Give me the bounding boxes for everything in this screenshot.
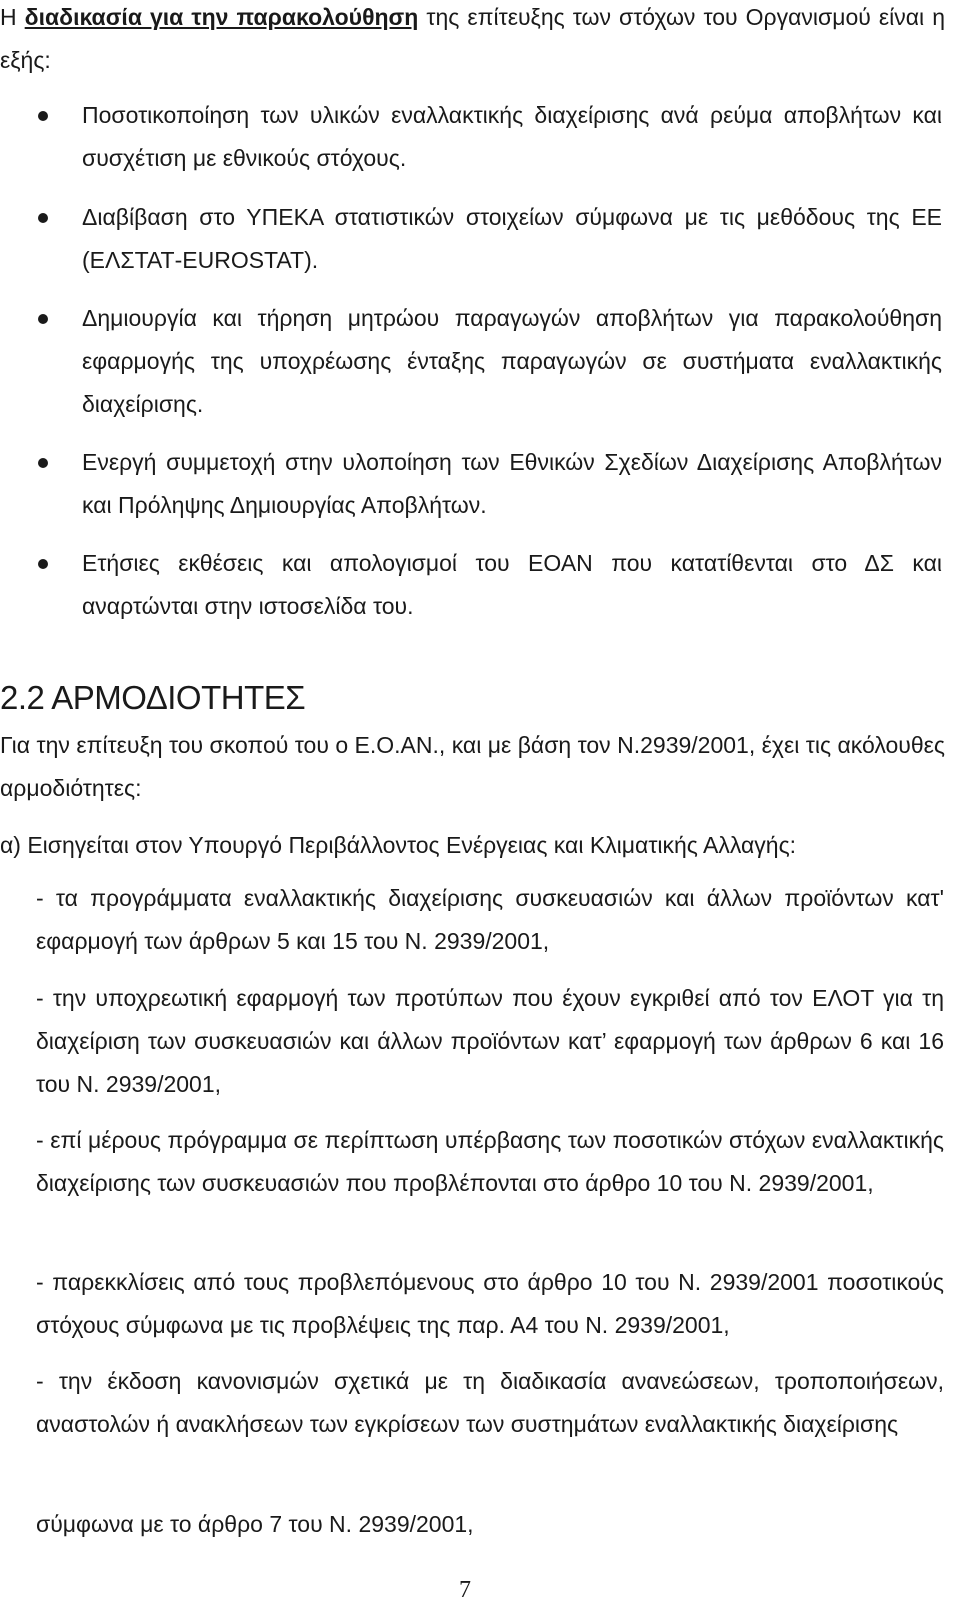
section-heading: 2.2 ΑΡΜΟΔΙΟΤΗΤΕΣ (0, 679, 306, 716)
subitem-paragraph: - παρεκκλίσεις από τους προβλεπόμενους στο άρθρο 10 του Ν. 2939/2001 ποσοτικούς στόχους σύμφωνα με τις προβλέψεις της παρ. Α4 του Ν. 2939/2001, (36, 1269, 944, 1338)
intro-prefix: Η (0, 4, 25, 30)
bullet-icon (38, 559, 48, 569)
bullet-icon (38, 458, 48, 468)
section-lead-paragraph: Για την επίτευξη του σκοπού του ο Ε.Ο.ΑΝ., και με βάση τον Ν.2939/2001, έχει τις ακόλουθες αρμοδιότητες: (0, 732, 945, 801)
bullet-icon (38, 111, 48, 121)
subitem-paragraph: - την υποχρεωτική εφαρμογή των προτύπων που έχουν εγκριθεί από τον ΕΛΟΤ για τη διαχείριση των συσκευασιών και άλλων προϊόντων κατ’ εφαρμογή των άρθρων 6 και 16 του Ν. 2939/2001, (36, 985, 944, 1097)
subitem-paragraph: - τα προγράμματα εναλλακτικής διαχείρισης συσκευασιών και άλλων προϊόντων κατ' εφαρμογή των άρθρων 5 και 15 του Ν. 2939/2001, (36, 885, 944, 954)
list-item-text: Ενεργή συμμετοχή στην υλοποίηση των Εθνικών Σχεδίων Διαχείρισης Αποβλήτων και Πρόληψης Δημιουργίας Αποβλήτων. (82, 449, 942, 518)
page-number: 7 (459, 1577, 471, 1603)
intro-suffix: της επίτευξης των στόχων του Οργανισμού είναι η εξής: (0, 4, 945, 73)
list-item-text: Ποσοτικοποίηση των υλικών εναλλακτικής διαχείρισης ανά ρεύμα αποβλήτων και συσχέτιση με εθνικούς στόχους. (82, 102, 942, 171)
intro-paragraph (0, 0, 945, 82)
list-item-text: Ετήσιες εκθέσεις και απολογισμοί του ΕΟΑΝ που κατατίθενται στο ΔΣ και αναρτώνται στην ιστοσελίδα του. (82, 550, 942, 619)
list-item-text: Διαβίβαση στο ΥΠΕΚΑ στατιστικών στοιχείων σύμφωνα με τις μεθόδους της ΕΕ (ΕΛΣΤΑΤ-EUROSTAT). (82, 204, 942, 273)
list-item-text: Δημιουργία και τήρηση μητρώου παραγωγών αποβλήτων για παρακολούθηση εφαρμογής της υποχρέωσης ένταξης παραγωγών σε συστήματα εναλλακτικής διαχείρισης. (82, 305, 942, 417)
subitem-paragraph: - επί μέρους πρόγραμμα σε περίπτωση υπέρβασης των ποσοτικών στόχων εναλλακτικής διαχείρισης των συσκευασιών που προβλέπονται στο άρθρο 10 του Ν. 2939/2001, (36, 1127, 944, 1196)
intro-underlined-text: διαδικασία για την παρακολούθηση (24, 4, 419, 30)
subitem-paragraph: - την έκδοση κανονισμών σχετικά με τη διαδικασία ανανεώσεων, τροποποιήσεων, αναστολών ή ανακλήσεων των εγκρίσεων των συστημάτων εναλλακτικής διαχείρισης (36, 1368, 944, 1437)
bullet-icon (38, 213, 48, 223)
subitem-paragraph: σύμφωνα με το άρθρο 7 του Ν. 2939/2001, (36, 1511, 474, 1537)
item-a-paragraph: α) Εισηγείται στον Υπουργό Περιβάλλοντος Ενέργειας και Κλιματικής Αλλαγής: (0, 832, 797, 858)
bullet-icon (38, 314, 48, 324)
